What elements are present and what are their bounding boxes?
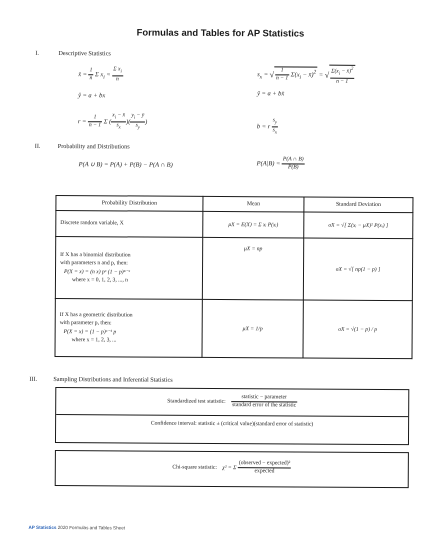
chi-square-box <box>55 450 409 488</box>
binomial-pmf: P(X = x) = (n x) pˣ (1 − p)ⁿ⁻ˣ <box>63 268 130 275</box>
geometric-line-1: If X has a geometric distribution <box>59 311 133 319</box>
geometric-line-2: with parameter p, then: <box>59 320 112 327</box>
binomial-line-1: If X has a binomial distribution <box>60 251 131 259</box>
std-label: Standardized test statistic: <box>167 398 226 405</box>
row-binomial-mean: μX = np <box>202 237 303 300</box>
formula-conditional: P(A|B) = $\frac{P(A \cap B)}{P(B)}$ <box>256 156 304 171</box>
geometric-pmf: P(X = x) = (1 − p)ˣ⁻¹ p <box>63 328 117 335</box>
header-distribution: Probability Distribution <box>56 196 203 212</box>
section-2-number: II. <box>34 142 41 150</box>
row-discrete-mean: μX = E(X) = Σ xᵢ P(xᵢ) <box>203 211 304 238</box>
formula-slope: b = r $\frac{s_y}{s_x}$ <box>256 117 278 136</box>
section-1-number: I. <box>35 49 39 57</box>
geometric-support: where x = 1, 2, 3, ... <box>71 337 117 344</box>
discrete-label: Discrete random variable, X <box>60 220 124 227</box>
row-geometric-sd: σX = √(1 − p) / p <box>303 300 412 359</box>
table-row <box>55 237 412 301</box>
footer-text: 2020 Formulas and Tables Sheet <box>57 525 126 531</box>
chi-square-statistic <box>56 459 408 476</box>
footer <box>28 525 125 531</box>
header-mean: Mean <box>203 196 304 212</box>
formula-union: P(A ∪ B) = P(A) + P(B) − P(A ∩ B) <box>78 161 173 169</box>
probability-distribution-table <box>54 195 413 359</box>
chi-numerator: (observed − expected)² <box>238 460 291 468</box>
row-geometric-distribution <box>55 299 202 358</box>
std-denominator: standard error of the statistic <box>232 402 297 409</box>
confidence-interval: Confidence interval: statistic ± (critical value)(standard error of statistic) <box>150 420 314 428</box>
formula-regression-line: ŷ = a + bx <box>78 92 106 100</box>
formula-standard-deviation: $s_x$ = √ $\frac{1}{n - 1}$ $\Sigma(x_i$ − x̄)$^2$ = √ $\frac{\Sigma(x_i - x̄)^2}{n - 1}$ <box>257 64 355 86</box>
table-row <box>55 299 412 359</box>
table-row <box>56 211 413 239</box>
binomial-support: where x = 0, 1, 2, 3, ..., n <box>71 277 128 284</box>
section-2-title: Probability and Distributions <box>57 143 130 151</box>
formula-mean: x̄ = $\frac{1}{n}$ Σ $x_i$ = $\frac{\Sigma x_i}{n}$ <box>78 66 122 83</box>
chi-denominator: expected <box>254 468 275 475</box>
row-binomial-distribution <box>55 237 202 300</box>
section-3-number: III. <box>29 375 38 383</box>
standardized-statistic <box>56 393 408 410</box>
binomial-line-2: with parameters n and p, then: <box>60 260 128 267</box>
inference-box <box>55 387 409 445</box>
row-discrete-sd: σX = √[ Σ(xᵢ − μX)² P(xᵢ) ] <box>304 212 413 239</box>
formula-correlation: r = $\frac{1}{n - 1}$ Σ ( $\frac{x_i - x̄}{s_x}$ )( $\frac{y_i - ȳ}{s_y}$ ) <box>77 112 148 131</box>
row-discrete-distribution <box>56 211 203 238</box>
header-sd: Standard Deviation <box>304 197 413 213</box>
section-1-title: Descriptive Statistics <box>58 50 111 58</box>
page-title: Formulas and Tables for AP Statistics <box>136 26 305 39</box>
row-geometric-mean: μX = 1/p <box>202 299 303 358</box>
footer-brand: AP Statistics <box>28 524 57 531</box>
row-binomial-sd: σX = √[ np(1 − p) ] <box>303 238 412 301</box>
formula-mean-point: ȳ = a + bx̄ <box>257 90 285 98</box>
box-divider <box>56 414 408 417</box>
chi-symbol: χ² = Σ <box>222 464 237 471</box>
section-3-title: Sampling Distributions and Inferential Statistics <box>53 375 173 384</box>
chi-label: Chi-square statistic: <box>172 464 217 471</box>
std-numerator: statistic − parameter <box>231 394 297 402</box>
